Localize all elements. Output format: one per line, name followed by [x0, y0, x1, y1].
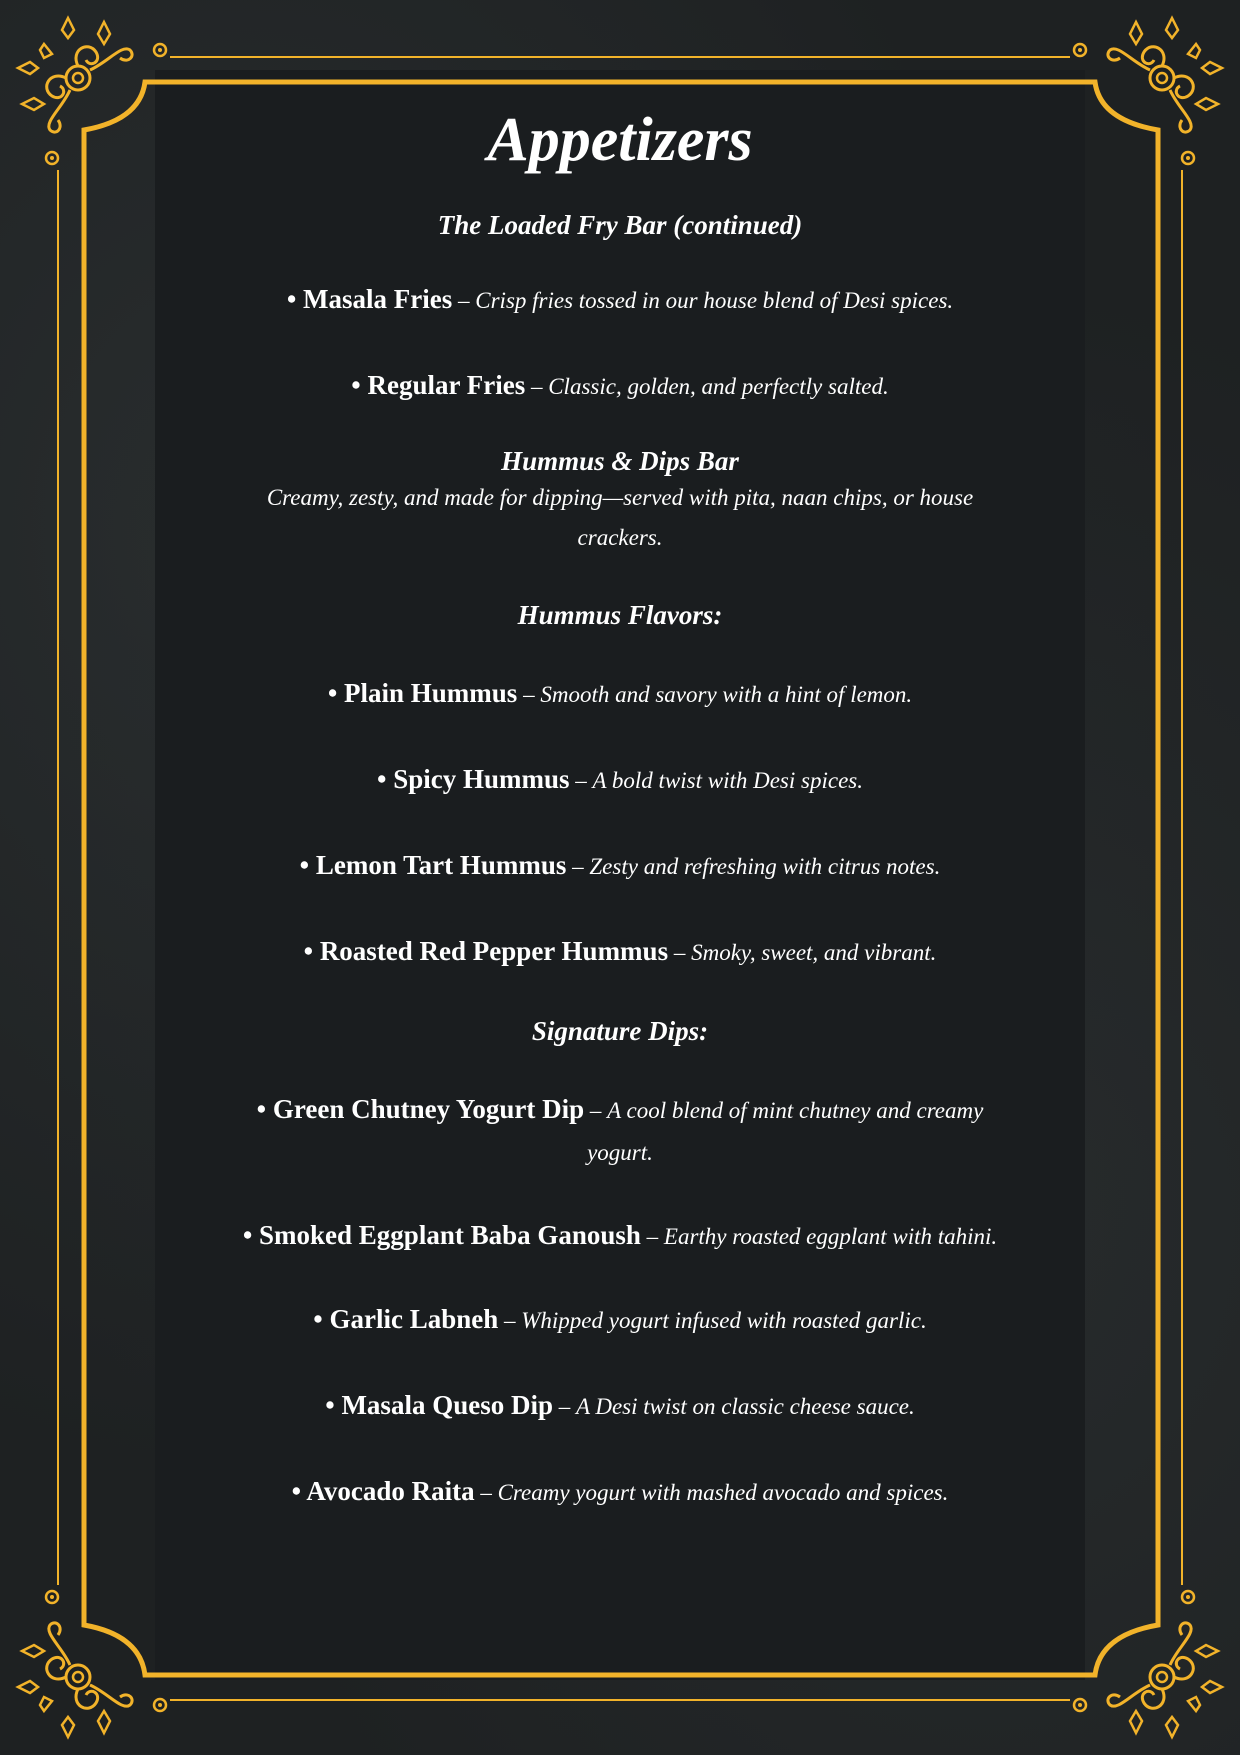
item-description: Smoky, sweet, and vibrant. — [691, 940, 937, 965]
bullet: • — [303, 936, 314, 966]
separator: – — [530, 374, 543, 399]
item-description: A bold twist with Desi spices. — [592, 768, 863, 793]
item-description: A Desi twist on classic cheese sauce. — [575, 1394, 915, 1419]
item-description: Classic, golden, and perfectly salted. — [548, 374, 889, 399]
item-description: Earthy roasted eggplant with tahini. — [663, 1224, 998, 1249]
item-name: Regular Fries — [367, 370, 526, 400]
separator: – — [646, 1224, 659, 1249]
separator: – — [673, 940, 686, 965]
menu-item-lemon-tart-hummus — [200, 844, 1040, 888]
separator: – — [480, 1480, 492, 1505]
page-title: Appetizers — [487, 106, 753, 174]
separator: – — [523, 682, 535, 707]
bullet: • — [377, 764, 387, 794]
bullet: • — [286, 284, 297, 314]
separator: – — [558, 1394, 571, 1419]
item-description: Whipped yogurt infused with roasted garlic. — [521, 1308, 927, 1333]
hummus-bar-intro: Creamy, zesty, and made for dipping—served with pita, naan chips, or house crackers. — [266, 485, 974, 550]
item-description: Zesty and refreshing with citrus notes. — [589, 854, 941, 879]
menu-item-plain-hummus — [200, 672, 1040, 716]
bullet: • — [299, 850, 310, 880]
separator: – — [458, 288, 470, 313]
item-description: Creamy yogurt with mashed avocado and spices. — [497, 1480, 949, 1505]
menu-item-masala-fries — [200, 278, 1040, 322]
separator: – — [504, 1308, 516, 1333]
separator: – — [589, 1098, 602, 1123]
bullet: • — [242, 1220, 253, 1250]
menu-item-garlic-labneh — [200, 1298, 1040, 1342]
menu-item-avocado-raita — [200, 1470, 1040, 1514]
fry-bar-heading: The Loaded Fry Bar (continued) — [437, 210, 803, 240]
menu-item-roasted-red-pepper-hummus — [200, 930, 1040, 974]
menu-item-masala-queso-dip — [200, 1384, 1040, 1428]
item-name: Garlic Labneh — [329, 1304, 499, 1334]
signature-dips-heading: Signature Dips: — [531, 1016, 709, 1046]
item-name: Smoked Eggplant Baba Ganoush — [259, 1220, 641, 1250]
item-name: Spicy Hummus — [393, 764, 570, 794]
bullet: • — [351, 370, 361, 400]
item-name: Avocado Raita — [306, 1476, 475, 1506]
item-name: Masala Queso Dip — [341, 1390, 553, 1420]
separator: – — [575, 768, 587, 793]
menu-item-spicy-hummus — [200, 758, 1040, 802]
bullet: • — [256, 1094, 267, 1124]
bullet: • — [291, 1476, 302, 1506]
item-name: Green Chutney Yogurt Dip — [272, 1094, 585, 1124]
item-name: Roasted Red Pepper Hummus — [319, 936, 669, 966]
item-name: Plain Hummus — [344, 678, 518, 708]
bullet: • — [327, 678, 338, 708]
menu-item-smoked-eggplant-baba-ganoush — [230, 1214, 1010, 1258]
menu-item-green-chutney-yogurt-dip — [240, 1088, 1000, 1174]
menu-content — [200, 100, 1040, 1514]
bullet: • — [325, 1390, 335, 1420]
bullet: • — [313, 1304, 323, 1334]
hummus-bar-heading: Hummus & Dips Bar — [501, 446, 739, 476]
hummus-flavors-heading: Hummus Flavors: — [517, 600, 723, 630]
item-name: Masala Fries — [303, 284, 453, 314]
item-description: Smooth and savory with a hint of lemon. — [540, 682, 913, 707]
item-description: A cool blend of mint chutney and creamy yogurt. — [587, 1098, 984, 1165]
separator: – — [572, 854, 584, 879]
item-description: Crisp fries tossed in our house blend of Desi spices. — [475, 288, 954, 313]
menu-item-regular-fries — [200, 364, 1040, 408]
item-name: Lemon Tart Hummus — [315, 850, 567, 880]
